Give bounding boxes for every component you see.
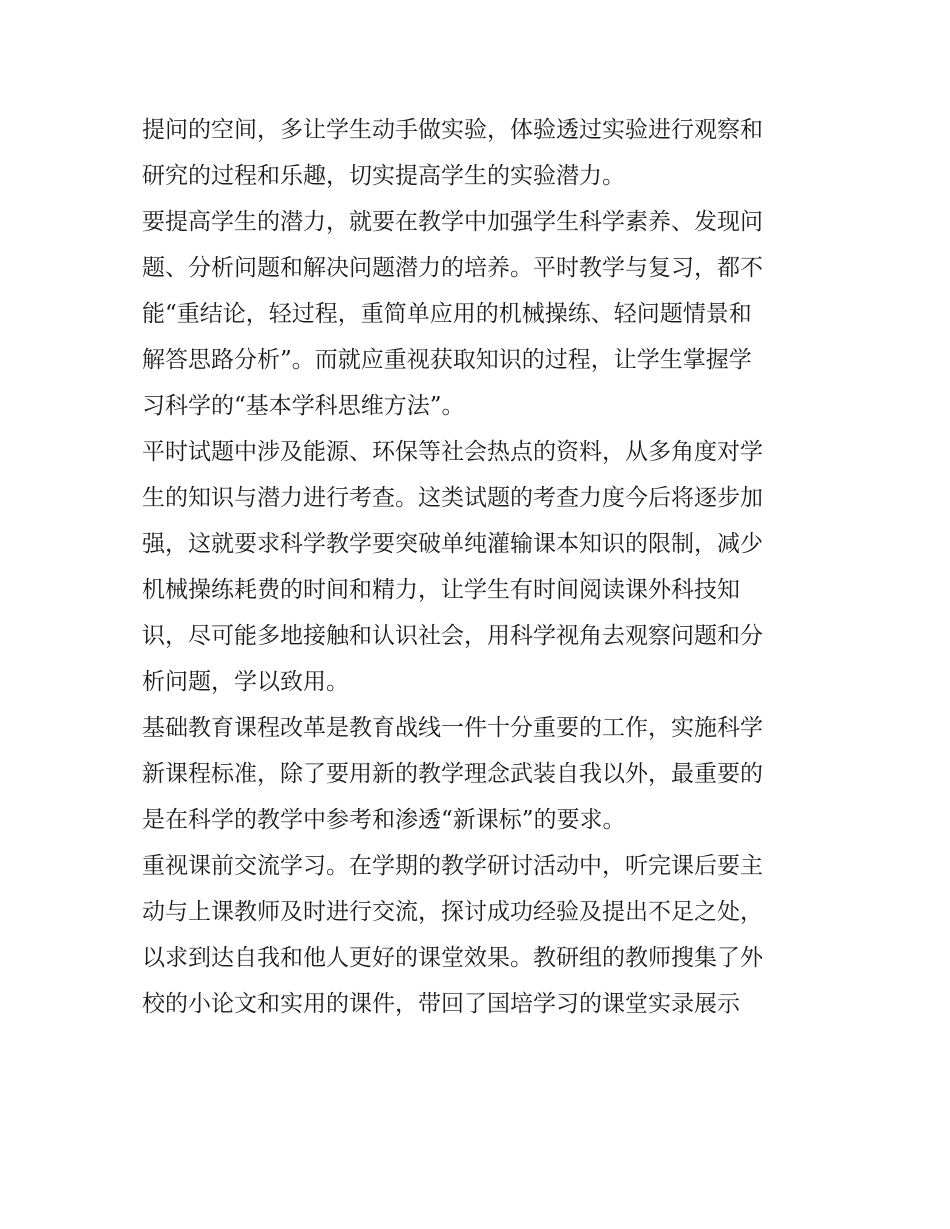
body-text bbox=[142, 107, 822, 1027]
text-line: 提问的空间，多让学生动手做实验，体验透过实验进行观察和 bbox=[142, 117, 763, 143]
text-line: 强，这就要求科学教学要突破单纯灌输课本知识的限制，减少 bbox=[142, 531, 763, 557]
text-line: 研究的过程和乐趣，切实提高学生的实验潜力。 bbox=[142, 163, 625, 189]
text-line: 是在科学的教学中参考和渗透“新课标”的要求。 bbox=[142, 807, 626, 833]
text-line: 解答思路分析”。而就应重视获取知识的过程，让学生掌握学 bbox=[142, 347, 752, 373]
text-line: 校的小论文和实用的课件，带回了国培学习的课堂实录展示 bbox=[142, 991, 740, 1017]
text-line: 动与上课教师及时进行交流，探讨成功经验及提出不足之处， bbox=[142, 899, 763, 925]
text-line: 新课程标准，除了要用新的教学理念武装自我以外，最重要的 bbox=[142, 761, 763, 787]
text-line: 识，尽可能多地接触和认识社会，用科学视角去观察问题和分 bbox=[142, 623, 763, 649]
text-line: 生的知识与潜力进行考查。这类试题的考查力度今后将逐步加 bbox=[142, 485, 763, 511]
text-line: 平时试题中涉及能源、环保等社会热点的资料，从多角度对学 bbox=[142, 439, 763, 465]
text-line: 能“重结论，轻过程，重简单应用的机械操练、轻问题情景和 bbox=[142, 301, 752, 327]
text-line: 重视课前交流学习。在学期的教学研讨活动中，听完课后要主 bbox=[142, 853, 763, 879]
text-line: 析问题，学以致用。 bbox=[142, 669, 349, 695]
text-line: 题、分析问题和解决问题潜力的培养。平时教学与复习，都不 bbox=[142, 255, 763, 281]
text-line: 机械操练耗费的时间和精力，让学生有时间阅读课外科技知 bbox=[142, 577, 740, 603]
text-line: 以求到达自我和他人更好的课堂效果。教研组的教师搜集了外 bbox=[142, 945, 763, 971]
text-line: 要提高学生的潜力，就要在教学中加强学生科学素养、发现问 bbox=[142, 209, 763, 235]
text-line: 基础教育课程改革是教育战线一件十分重要的工作，实施科学 bbox=[142, 715, 763, 741]
text-line: 习科学的“基本学科思维方法”。 bbox=[142, 393, 465, 419]
